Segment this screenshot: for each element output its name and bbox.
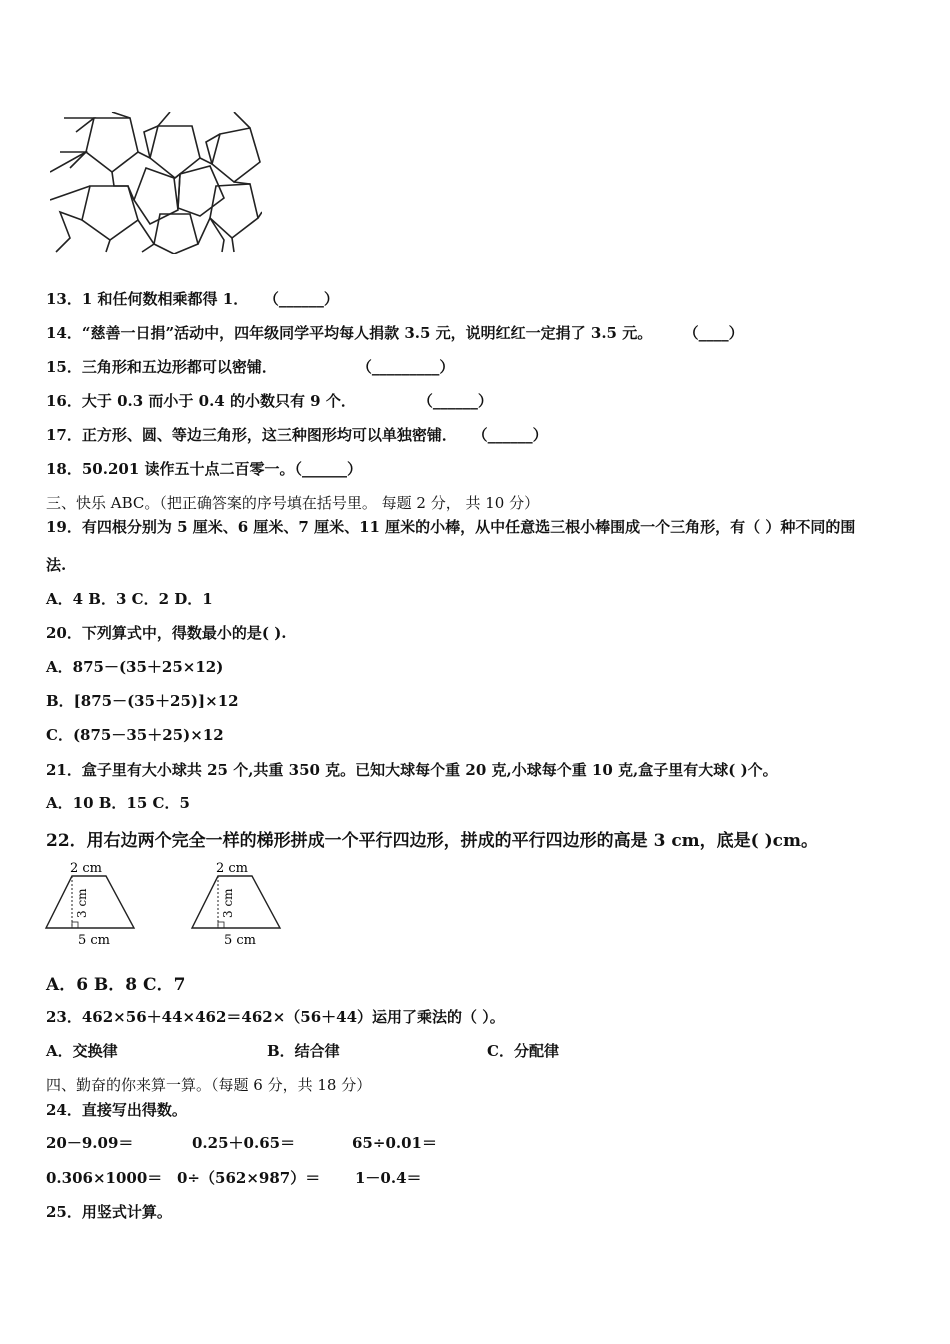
trapezoid-2-height-label: 3 cm — [221, 888, 235, 918]
question-20-stem: 20．下列算式中，得数最小的是( ). — [46, 624, 287, 642]
question-text: 14．“慈善一日捐”活动中，四年级同学平均每人捐款 3.5 元，说明红红一定捐了 3.5 元。 — [46, 324, 653, 342]
question-14 — [46, 322, 744, 343]
section-4-heading: 四、勤奋的你来算一算。（每题 6 分，共 18 分） — [46, 1076, 372, 1094]
question-19-line1: 19．有四根分别为 5 厘米、6 厘米、7 厘米、11 厘米的小棒，从中任意选三根小棒围成一个三角形，有（ ）种不同的围 — [46, 518, 856, 536]
question-20-option-c: C．(875－35＋25)×12 — [46, 726, 224, 744]
question-13 — [46, 288, 339, 309]
question-22-options: A．6 B．8 C．7 — [46, 975, 186, 995]
answer-blank: （______） — [472, 426, 548, 444]
answer-blank: （____） — [683, 324, 744, 342]
question-23-option-a: A．交换律 — [46, 1042, 118, 1060]
question-22-stem: 22．用右边两个完全一样的梯形拼成一个平行四边形，拼成的平行四边形的高是 3 cm，底是( )cm。 — [46, 831, 819, 851]
trapezoid-1-bottom-label: 5 cm — [78, 933, 111, 948]
question-25-stem: 25．用竖式计算。 — [46, 1203, 172, 1221]
q24-row1-item2: 0.25＋0.65＝ — [192, 1134, 296, 1152]
trapezoid-2-bottom-label: 5 cm — [224, 933, 257, 948]
trapezoid-2-shape — [192, 876, 280, 928]
section-3-heading: 三、快乐 ABC。（把正确答案的序号填在括号里。 每题 2 分， 共 10 分） — [46, 494, 540, 512]
question-text: 13．1 和任何数相乘都得 1． — [46, 290, 249, 308]
question-20-option-b: B．[875－(35＋25)]×12 — [46, 692, 239, 710]
q24-row2-item1: 0.306×1000＝ — [46, 1169, 163, 1187]
question-18 — [46, 458, 362, 479]
question-23-option-b: B．结合律 — [267, 1042, 340, 1060]
answer-blank: （______） — [263, 290, 339, 308]
question-20-option-a: A．875－(35＋25×12) — [46, 658, 224, 676]
question-16 — [46, 390, 493, 411]
question-24-stem: 24．直接写出得数。 — [46, 1101, 187, 1119]
question-19-options: A．4 B．3 C．2 D．1 — [46, 590, 213, 608]
q24-row1-item1: 20－9.09＝ — [46, 1134, 134, 1152]
trapezoid-1-height-label: 3 cm — [75, 888, 89, 918]
question-21-options: A．10 B．15 C．5 — [46, 794, 190, 812]
trapezoid-1-top-label: 2 cm — [70, 861, 103, 876]
tessellation-figure — [50, 112, 262, 254]
question-17 — [46, 424, 548, 445]
trapezoid-figure-2 — [190, 858, 290, 950]
q24-row2-item3: 1－0.4＝ — [355, 1169, 422, 1187]
answer-blank: （______） — [417, 392, 493, 410]
answer-blank: （_________） — [356, 358, 455, 376]
question-19-line2: 法. — [46, 556, 67, 574]
question-21-stem: 21．盒子里有大小球共 25 个,共重 350 克。已知大球每个重 20 克,小球每个重 10 克,盒子里有大球( )个。 — [46, 761, 778, 779]
q24-row2-item2: 0÷（562×987）＝ — [177, 1169, 321, 1187]
question-text: 16．大于 0.3 而小于 0.4 的小数只有 9 个． — [46, 392, 356, 410]
question-23-option-c: C．分配律 — [487, 1042, 559, 1060]
trapezoid-figure-1 — [44, 858, 144, 950]
trapezoid-1-shape — [46, 876, 134, 928]
trapezoid-2-top-label: 2 cm — [216, 861, 249, 876]
question-15 — [46, 356, 454, 377]
question-text: 15．三角形和五边形都可以密铺． — [46, 358, 277, 376]
question-text: 18．50.201 读作五十点二百零一。（______） — [46, 460, 363, 478]
q24-row1-item3: 65÷0.01＝ — [352, 1134, 437, 1152]
question-text: 17．正方形、圆、等边三角形，这三种图形均可以单独密铺． — [46, 426, 457, 444]
question-23-stem: 23．462×56＋44×462＝462×（56＋44）运用了乘法的（ ）。 — [46, 1008, 505, 1026]
